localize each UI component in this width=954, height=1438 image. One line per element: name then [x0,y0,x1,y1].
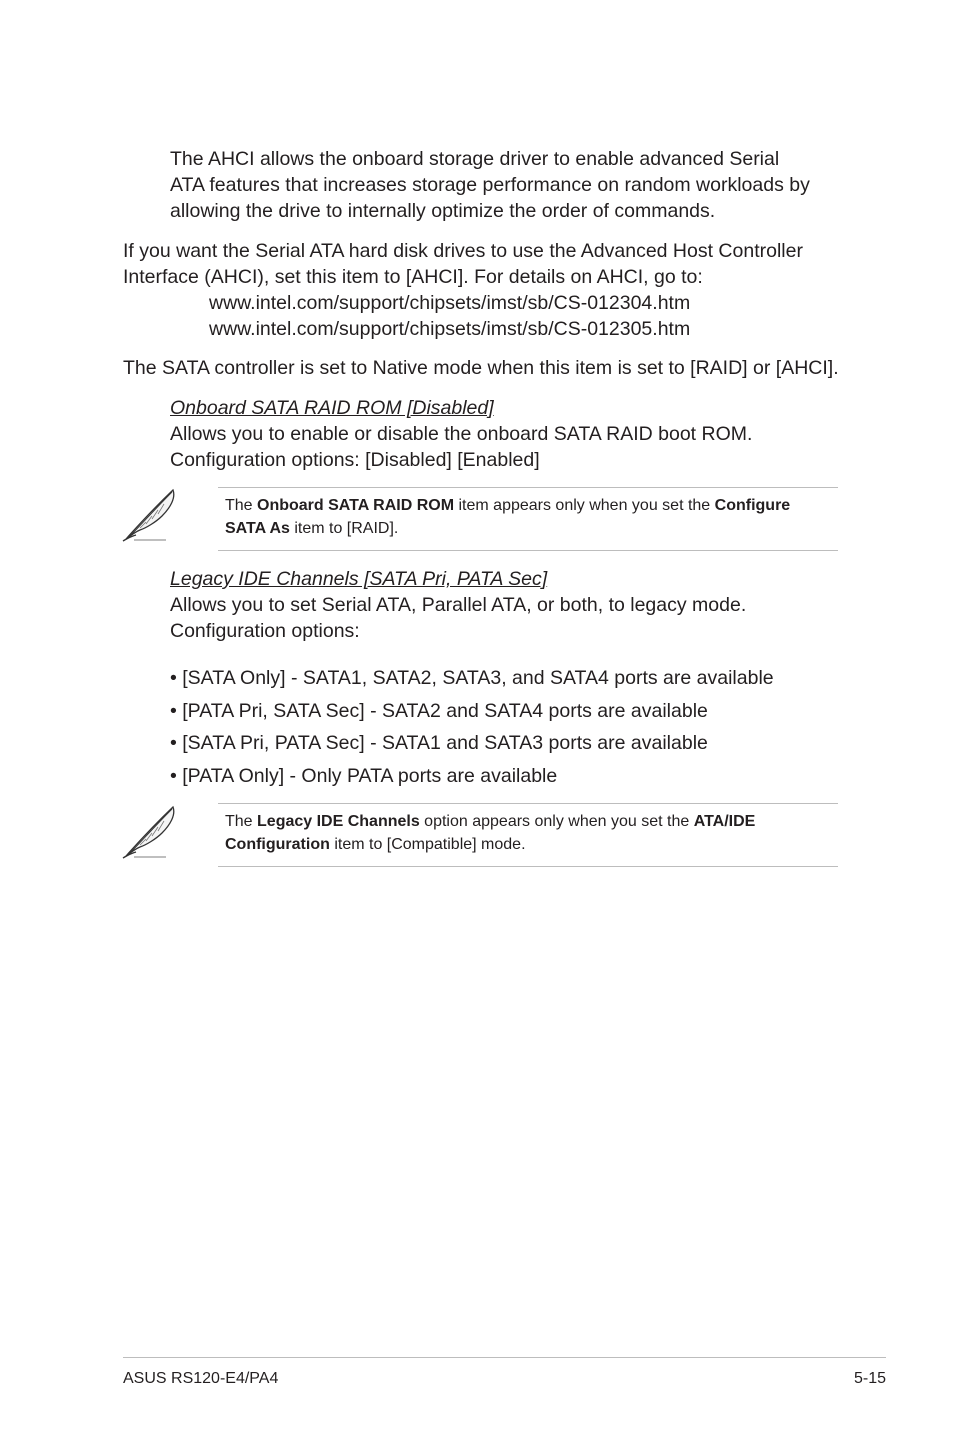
ahci-para-line-1: If you want the Serial ATA hard disk drives to use the Advanced Host Controller [123,240,803,262]
note2-text-2: option appears only when you set the [419,813,694,830]
note2-bold-2: ATA/IDE [693,813,756,830]
native-mode-text: The SATA controller is set to Native mode when this item is set to [RAID] or [AHCI]. [123,357,839,379]
note2-bold-1: Legacy IDE Channels [257,813,420,830]
intel-link-2[interactable]: www.intel.com/support/chipsets/imst/sb/CS-012305.htm [209,318,691,340]
footer-model: ASUS RS120-E4/PA4 [123,1370,279,1387]
list-item: • [SATA Only] - SATA1, SATA2, SATA3, and SATA4 ports are available [170,667,774,689]
list-item: • [PATA Only] - Only PATA ports are available [170,765,558,787]
legacy-ide-description: Allows you to set Serial ATA, Parallel ATA, or both, to legacy mode. [170,594,747,616]
intel-link-1[interactable]: www.intel.com/support/chipsets/imst/sb/CS-012304.htm [209,292,691,314]
note2-bold-3: Configuration [225,836,330,853]
note1-text-3: item to [RAID]. [289,520,399,537]
legacy-ide-options: Configuration options: [170,620,360,642]
note1-text-1: The [225,497,258,514]
ahci-intro-line-3: allowing the drive to internally optimize the order of commands. [170,200,716,222]
note1-bold-2: Configure [714,497,791,514]
note-legacy-ide [218,803,838,867]
list-item: • [PATA Pri, SATA Sec] - SATA2 and SATA4 ports are available [170,700,708,722]
legacy-ide-heading: Legacy IDE Channels [SATA Pri, PATA Sec] [170,568,548,590]
quill-pen-icon [120,486,182,544]
raid-rom-description: Allows you to enable or disable the onboard SATA RAID boot ROM. [170,423,753,445]
ahci-intro-line-1: The AHCI allows the onboard storage driver to enable advanced Serial [170,148,780,170]
raid-rom-heading: Onboard SATA RAID ROM [Disabled] [170,397,494,419]
note1-bold-3: SATA As [225,520,290,537]
note1-text-2: item appears only when you set the [454,497,715,514]
list-item: • [SATA Pri, PATA Sec] - SATA1 and SATA3 ports are available [170,732,708,754]
raid-rom-options: Configuration options: [Disabled] [Enabled] [170,449,540,471]
note2-text-1: The [225,813,258,830]
ahci-intro-line-2: ATA features that increases storage performance on random workloads by [170,174,810,196]
note2-text-3: item to [Compatible] mode. [329,836,526,853]
footer-divider [123,1357,886,1358]
quill-pen-icon [120,803,182,861]
ahci-para-line-2: Interface (AHCI), set this item to [AHCI]. For details on AHCI, go to: [123,266,703,288]
note-raid-rom [218,487,838,551]
footer-page-number: 5-15 [853,1370,886,1387]
note1-bold-1: Onboard SATA RAID ROM [257,497,455,514]
